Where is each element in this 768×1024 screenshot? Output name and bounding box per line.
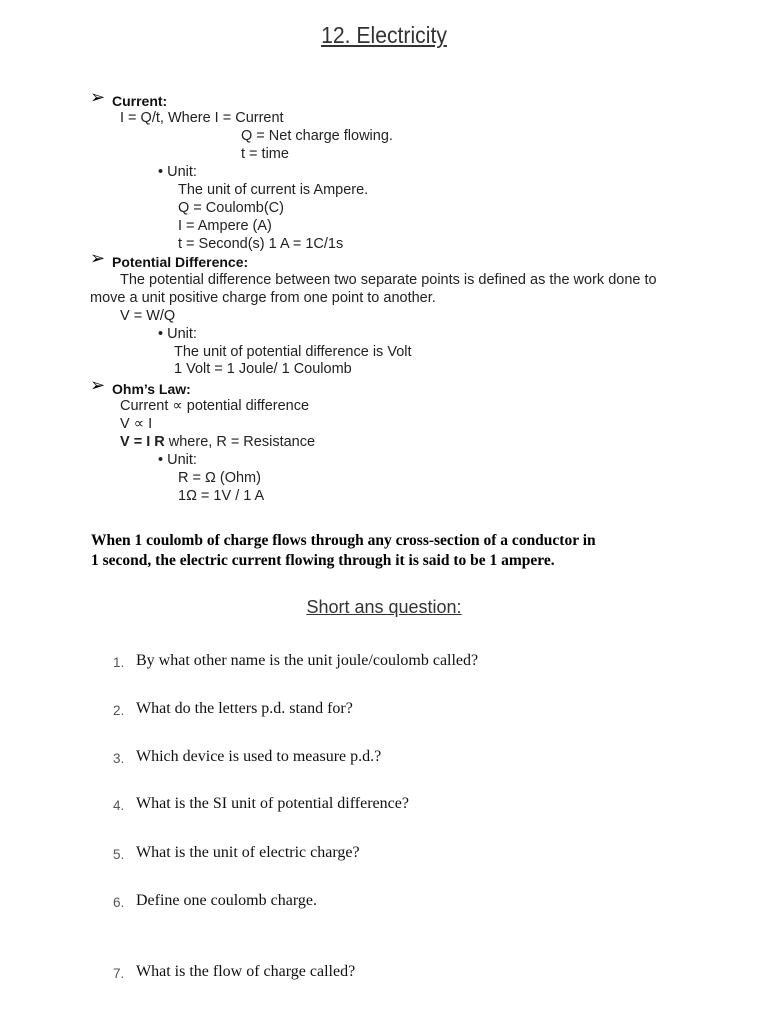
- section-heading-current: Current:: [112, 93, 168, 109]
- question-number: 3.: [113, 751, 125, 766]
- arrow-bullet-icon: ➢: [90, 248, 106, 268]
- current-unit-line: The unit of current is Ampere.: [178, 182, 369, 198]
- question-text: By what other name is the unit joule/coulomb called?: [136, 652, 479, 669]
- page-title: 12. Electricity: [321, 22, 447, 48]
- question-text: Define one coulomb charge.: [136, 892, 317, 909]
- pd-definition-line: The potential difference between two separate points is defined as the work done to: [120, 272, 657, 288]
- question-number: 4.: [113, 798, 125, 813]
- definition-paragraph-line: 1 second, the electric current flowing through it is said to be 1 ampere.: [91, 552, 555, 569]
- current-unit-label: • Unit:: [158, 164, 197, 180]
- current-q-definition: Q = Net charge flowing.: [241, 128, 393, 144]
- section-heading-ohm: Ohm’s Law:: [112, 381, 191, 397]
- question-text: What is the flow of charge called?: [136, 963, 356, 980]
- ohm-formula-bold: V = I R: [120, 434, 165, 450]
- pd-unit-line: The unit of potential difference is Volt: [174, 344, 412, 360]
- ohm-formula-rest: where, R = Resistance: [164, 434, 316, 450]
- current-unit-line: t = Second(s) 1 A = 1C/1s: [178, 236, 344, 252]
- arrow-bullet-icon: ➢: [90, 87, 106, 107]
- ohm-unit-line: R = Ω (Ohm): [178, 470, 261, 486]
- pd-unit-line: 1 Volt = 1 Joule/ 1 Coulomb: [174, 361, 352, 377]
- ohm-law-line: Current ∝ potential difference: [120, 398, 310, 414]
- question-number: 1.: [113, 655, 125, 670]
- current-formula: I = Q/t, Where I = Current: [120, 110, 284, 126]
- question-number: 2.: [113, 703, 125, 718]
- question-number: 7.: [113, 966, 125, 981]
- arrow-bullet-icon: ➢: [90, 375, 106, 395]
- question-text: What is the SI unit of potential difference?: [136, 795, 409, 812]
- ohm-law-line: V ∝ I: [120, 416, 153, 432]
- section-heading-pd: Potential Difference:: [112, 254, 249, 270]
- current-t-definition: t = time: [241, 146, 289, 162]
- definition-paragraph-line: When 1 coulomb of charge flows through any cross-section of a conductor in: [91, 532, 596, 549]
- current-unit-line: I = Ampere (A): [178, 218, 272, 234]
- question-text: What is the unit of electric charge?: [136, 844, 360, 861]
- pd-definition-line: move a unit positive charge from one point to another.: [90, 290, 436, 306]
- pd-unit-label: • Unit:: [158, 326, 197, 342]
- ohm-unit-label: • Unit:: [158, 452, 197, 468]
- question-number: 5.: [113, 847, 125, 862]
- questions-heading: Short ans question:: [306, 597, 462, 617]
- question-number: 6.: [113, 895, 125, 910]
- pd-formula: V = W/Q: [120, 308, 176, 324]
- question-text: What do the letters p.d. stand for?: [136, 700, 353, 717]
- current-unit-line: Q = Coulomb(C): [178, 200, 284, 216]
- ohm-unit-line: 1Ω = 1V / 1 A: [178, 488, 265, 504]
- ohm-law-formula: [120, 434, 315, 450]
- question-text: Which device is used to measure p.d.?: [136, 748, 382, 765]
